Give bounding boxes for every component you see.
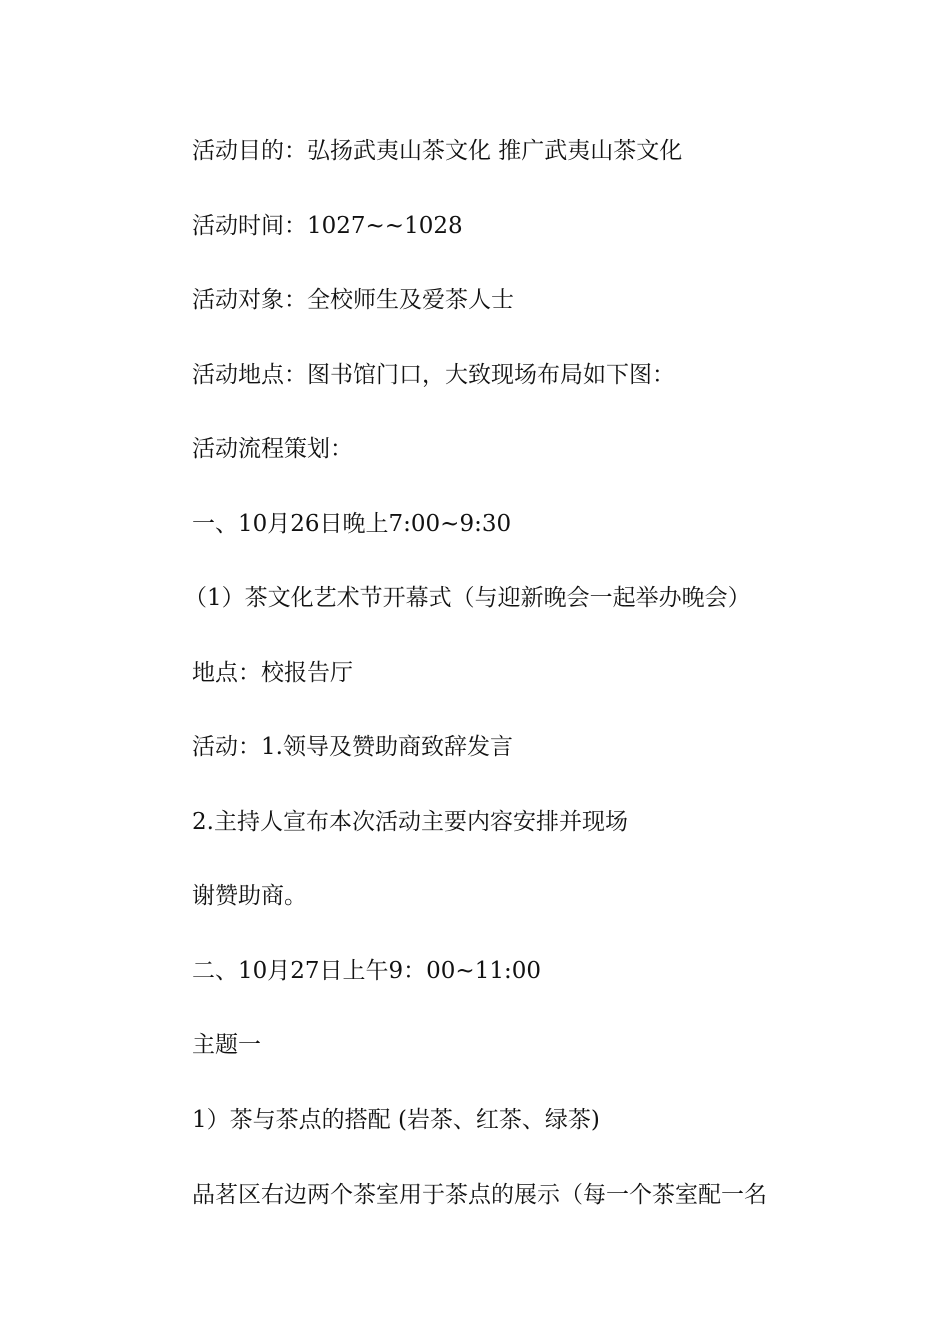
paragraph-activity-audience: 活动对象：全校师生及爱茶人士 (192, 287, 514, 313)
paragraph-theme-one: 主题一 (192, 1032, 261, 1058)
paragraph-venue: 地点：校报告厅 (192, 660, 353, 686)
paragraph-activity-item-2-cont: 谢赞助商。 (192, 883, 307, 909)
paragraph-activity-purpose: 活动目的：弘扬武夷山茶文化 推广武夷山茶文化 (192, 138, 683, 164)
section-heading-two: 二、10月27日上午9：00~11:00 (192, 958, 541, 984)
paragraph-activity-item-2: 2.主持人宣布本次活动主要内容安排并现场 (192, 809, 628, 835)
paragraph-tea-room: 品茗区右边两个茶室用于茶点的展示（每一个茶室配一名 (192, 1182, 767, 1208)
paragraph-tea-pairing: 1）茶与茶点的搭配 (岩茶、红茶、绿茶) (192, 1107, 600, 1133)
paragraph-activity-location: 活动地点：图书馆门口，大致现场布局如下图： (192, 362, 675, 388)
section-heading-one: 一、10月26日晚上7:00~9:30 (192, 511, 512, 537)
paragraph-process-heading: 活动流程策划： (192, 436, 353, 462)
paragraph-activity-item-1: 活动：1.领导及赞助商致辞发言 (192, 734, 513, 760)
paragraph-activity-time: 活动时间：1027~~1028 (192, 213, 463, 239)
paragraph-opening-ceremony: （1）茶文化艺术节开幕式（与迎新晚会一起举办晚会） (184, 585, 751, 611)
